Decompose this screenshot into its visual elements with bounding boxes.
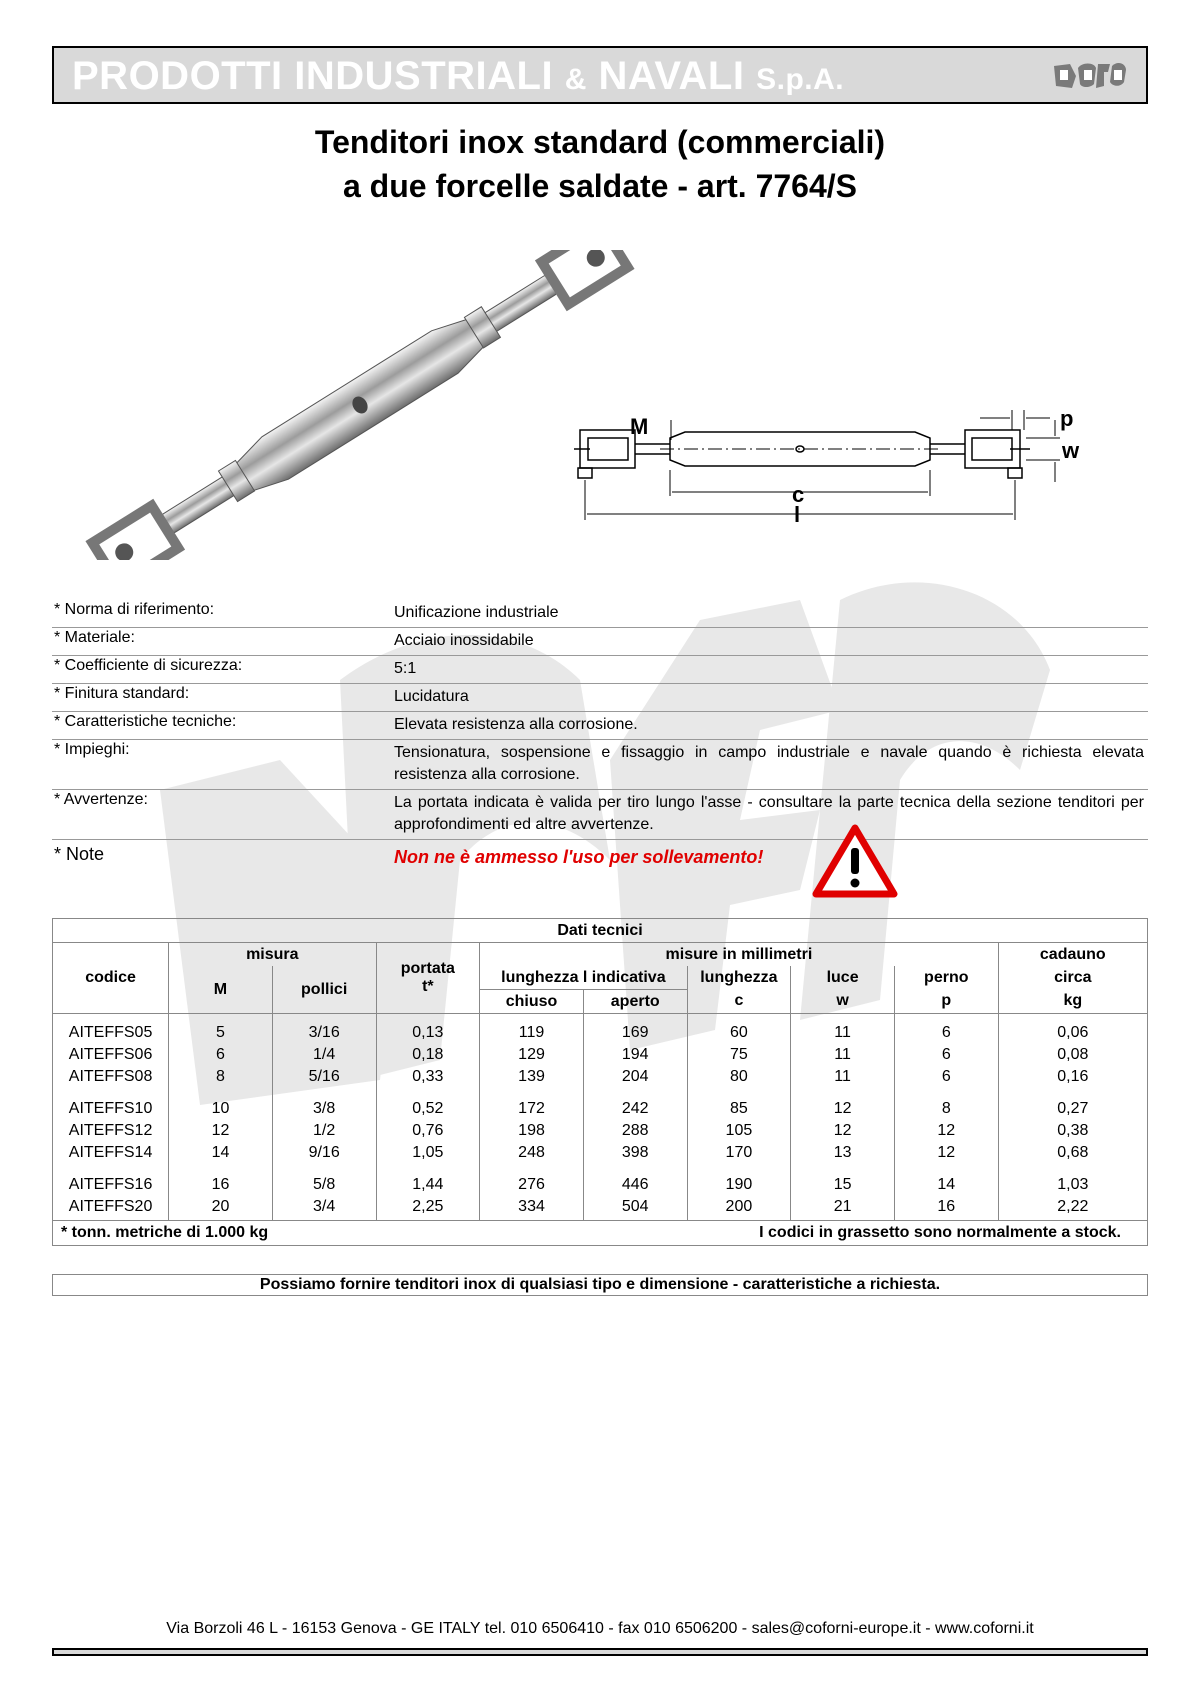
- table-cell: 6: [894, 1066, 998, 1090]
- table-cell: 6: [169, 1044, 273, 1066]
- col-header-pollici: pollici: [272, 966, 376, 1014]
- table-cell: 8: [894, 1090, 998, 1120]
- table-cell: 9/16: [272, 1142, 376, 1166]
- col-header-M: M: [169, 966, 273, 1014]
- table-row: [53, 1044, 1148, 1066]
- col-header-codice: codice: [53, 943, 169, 1014]
- table-cell: 446: [583, 1166, 687, 1196]
- table-cell: 119: [480, 1014, 584, 1045]
- portata-unit: t*: [422, 978, 434, 995]
- col-header-perno: perno: [894, 966, 998, 990]
- spec-row: [52, 740, 1148, 790]
- warning-triangle-icon: [812, 824, 898, 898]
- table-cell: AITEFFS05: [53, 1014, 169, 1045]
- table-cell: 242: [583, 1090, 687, 1120]
- note-warning-text: Non ne è ammesso l'uso per sollevamento!: [394, 847, 764, 867]
- table-cell: 12: [791, 1120, 895, 1142]
- table-cell: 14: [894, 1166, 998, 1196]
- dim-label-c: c: [792, 482, 805, 507]
- table-cell: 194: [583, 1044, 687, 1066]
- company-name: [72, 54, 844, 99]
- table-cell: 1/4: [272, 1044, 376, 1066]
- company-name-suffix: S.p.A.: [756, 63, 845, 96]
- col-header-misure-mm: misure in millimetri: [480, 943, 998, 967]
- supply-note: Possiamo fornire tenditori inox di qualsiasi tipo e dimensione - caratteristiche a richiesta.: [52, 1274, 1148, 1296]
- spec-row: [52, 790, 1148, 840]
- table-cell: 0,13: [376, 1014, 480, 1045]
- col-header-portata: [376, 943, 480, 1014]
- col-header-chiuso: chiuso: [480, 990, 584, 1014]
- spec-label: * Materiale:: [54, 629, 135, 646]
- col-header-misura: misura: [169, 943, 376, 967]
- table-cell: 2,22: [998, 1196, 1147, 1221]
- table-cell: 1/2: [272, 1120, 376, 1142]
- spec-value: Acciaio inossidabile: [394, 632, 534, 649]
- note-label: * Note: [54, 844, 105, 864]
- table-cell: 0,38: [998, 1120, 1147, 1142]
- table-cell: 3/16: [272, 1014, 376, 1045]
- table-cell: AITEFFS08: [53, 1066, 169, 1090]
- table-cell: 0,27: [998, 1090, 1147, 1120]
- table-cell: 129: [480, 1044, 584, 1066]
- table-cell: 172: [480, 1090, 584, 1120]
- table-cell: 0,52: [376, 1090, 480, 1120]
- table-row: [53, 1090, 1148, 1120]
- table-cell: AITEFFS12: [53, 1120, 169, 1142]
- table-cell: 6: [894, 1014, 998, 1045]
- footnote-tonnes: * tonn. metriche di 1.000 kg: [53, 1221, 584, 1246]
- table-cell: 2,25: [376, 1196, 480, 1221]
- table-row: [53, 1166, 1148, 1196]
- table-row: [53, 1142, 1148, 1166]
- table-cell: 1,44: [376, 1166, 480, 1196]
- spec-row: [52, 656, 1148, 684]
- company-banner: [52, 46, 1148, 104]
- spec-row: [52, 628, 1148, 656]
- company-name-part1: PRODOTTI INDUSTRIALI: [72, 54, 554, 98]
- dim-label-l: l: [794, 502, 801, 527]
- table-cell: 12: [894, 1142, 998, 1166]
- dim-label-w: w: [1062, 438, 1080, 463]
- portata-label: portata: [400, 960, 455, 977]
- table-cell: 20: [169, 1196, 273, 1221]
- table-row: [53, 1196, 1148, 1221]
- title-line-2: a due forcelle saldate - art. 7764/S: [342, 168, 857, 204]
- col-header-kg: kg: [998, 990, 1147, 1014]
- table-row: [53, 1014, 1148, 1045]
- cfc-logo-icon: [1050, 58, 1128, 92]
- spec-row: [52, 712, 1148, 740]
- table-cell: 0,68: [998, 1142, 1147, 1166]
- table-cell: 200: [687, 1196, 791, 1221]
- table-cell: 190: [687, 1166, 791, 1196]
- spec-value: Lucidatura: [394, 688, 469, 705]
- footer-bar: [52, 1648, 1148, 1656]
- col-header-w: w: [791, 990, 895, 1014]
- table-cell: 11: [791, 1044, 895, 1066]
- company-contacts-footer: Via Borzoli 46 L - 16153 Genova - GE ITALY tel. 010 6506410 - fax 010 6506200 - sales@coforni-europe.it - www.coforni.it: [166, 1620, 1034, 1637]
- table-cell: 85: [687, 1090, 791, 1120]
- table-body: [53, 1014, 1148, 1221]
- spec-row: [52, 684, 1148, 712]
- table-cell: 11: [791, 1066, 895, 1090]
- table-cell: 3/8: [272, 1090, 376, 1120]
- spec-row: [52, 600, 1148, 628]
- col-header-p: p: [894, 990, 998, 1014]
- table-cell: AITEFFS10: [53, 1090, 169, 1120]
- col-header-lunghezza: lunghezza: [687, 966, 791, 990]
- col-header-cadauno: cadauno: [998, 943, 1147, 967]
- table-cell: 504: [583, 1196, 687, 1221]
- table-cell: 12: [791, 1090, 895, 1120]
- table-cell: AITEFFS14: [53, 1142, 169, 1166]
- table-cell: 276: [480, 1166, 584, 1196]
- col-header-lunghezza-l: lunghezza l indicativa: [480, 966, 687, 990]
- table-cell: 3/4: [272, 1196, 376, 1221]
- table-cell: 248: [480, 1142, 584, 1166]
- col-header-circa: circa: [998, 966, 1147, 990]
- table-cell: 8: [169, 1066, 273, 1090]
- table-caption: Dati tecnici: [53, 919, 1148, 943]
- table-cell: 75: [687, 1044, 791, 1066]
- table-cell: 60: [687, 1014, 791, 1045]
- spec-label: * Norma di riferimento:: [54, 601, 215, 618]
- table-cell: 16: [169, 1166, 273, 1196]
- spec-label: * Coefficiente di sicurezza:: [54, 657, 243, 674]
- turnbuckle-drawing: [560, 410, 1150, 570]
- table-cell: 0,08: [998, 1044, 1147, 1066]
- spec-value: Unificazione industriale: [394, 604, 559, 621]
- table-cell: 0,18: [376, 1044, 480, 1066]
- col-header-luce: luce: [791, 966, 895, 990]
- table-cell: 198: [480, 1120, 584, 1142]
- col-header-c: c: [687, 990, 791, 1014]
- table-cell: 12: [894, 1120, 998, 1142]
- table-cell: 5/16: [272, 1066, 376, 1090]
- table-cell: 204: [583, 1066, 687, 1090]
- dim-label-p: p: [1060, 410, 1074, 431]
- dim-label-M: M: [630, 414, 649, 439]
- note-row: [52, 840, 1148, 871]
- table-cell: 0,33: [376, 1066, 480, 1090]
- table-cell: 105: [687, 1120, 791, 1142]
- table-row: [53, 1120, 1148, 1142]
- table-row: [53, 1066, 1148, 1090]
- tech-data-table: [52, 918, 1148, 1246]
- spec-label: * Impieghi:: [54, 741, 130, 758]
- spec-list: [52, 600, 1148, 871]
- table-cell: 0,06: [998, 1014, 1147, 1045]
- table-cell: 13: [791, 1142, 895, 1166]
- spec-label: * Avvertenze:: [54, 791, 148, 808]
- title-line-1: Tenditori inox standard (commerciali): [314, 124, 886, 160]
- col-header-aperto: aperto: [583, 990, 687, 1014]
- table-cell: 334: [480, 1196, 584, 1221]
- table-cell: 14: [169, 1142, 273, 1166]
- page-title: [0, 120, 1200, 208]
- spec-value: Elevata resistenza alla corrosione.: [394, 716, 638, 733]
- table-cell: 5/8: [272, 1166, 376, 1196]
- table-cell: 398: [583, 1142, 687, 1166]
- spec-label: * Caratteristiche tecniche:: [54, 713, 237, 730]
- table-cell: 1,05: [376, 1142, 480, 1166]
- table-cell: 288: [583, 1120, 687, 1142]
- spec-value: Tensionatura, sospensione e fissaggio in campo industriale e navale quando è richiesta elevata resistenza alla corrosione.: [394, 744, 1144, 783]
- company-name-part2: NAVALI: [598, 54, 745, 98]
- spec-label: * Finitura standard:: [54, 685, 190, 702]
- table-cell: 15: [791, 1166, 895, 1196]
- table-cell: AITEFFS20: [53, 1196, 169, 1221]
- table-cell: 11: [791, 1014, 895, 1045]
- table-cell: 6: [894, 1044, 998, 1066]
- table-cell: 0,76: [376, 1120, 480, 1142]
- footnote-stock: I codici in grassetto sono normalmente a stock.: [583, 1221, 1147, 1246]
- spec-value: 5:1: [394, 660, 417, 677]
- table-cell: 10: [169, 1090, 273, 1120]
- company-name-amp: &: [564, 63, 587, 96]
- table-cell: AITEFFS06: [53, 1044, 169, 1066]
- table-cell: 170: [687, 1142, 791, 1166]
- table-cell: 12: [169, 1120, 273, 1142]
- table-cell: AITEFFS16: [53, 1166, 169, 1196]
- table-cell: 16: [894, 1196, 998, 1221]
- table-cell: 80: [687, 1066, 791, 1090]
- table-cell: 5: [169, 1014, 273, 1045]
- table-cell: 139: [480, 1066, 584, 1090]
- table-cell: 1,03: [998, 1166, 1147, 1196]
- table-cell: 21: [791, 1196, 895, 1221]
- spec-value: La portata indicata è valida per tiro lungo l'asse - consultare la parte tecnica della sezione tenditori per approfondimenti ed altre avvertenze.: [394, 794, 1144, 833]
- table-cell: 0,16: [998, 1066, 1147, 1090]
- table-cell: 169: [583, 1014, 687, 1045]
